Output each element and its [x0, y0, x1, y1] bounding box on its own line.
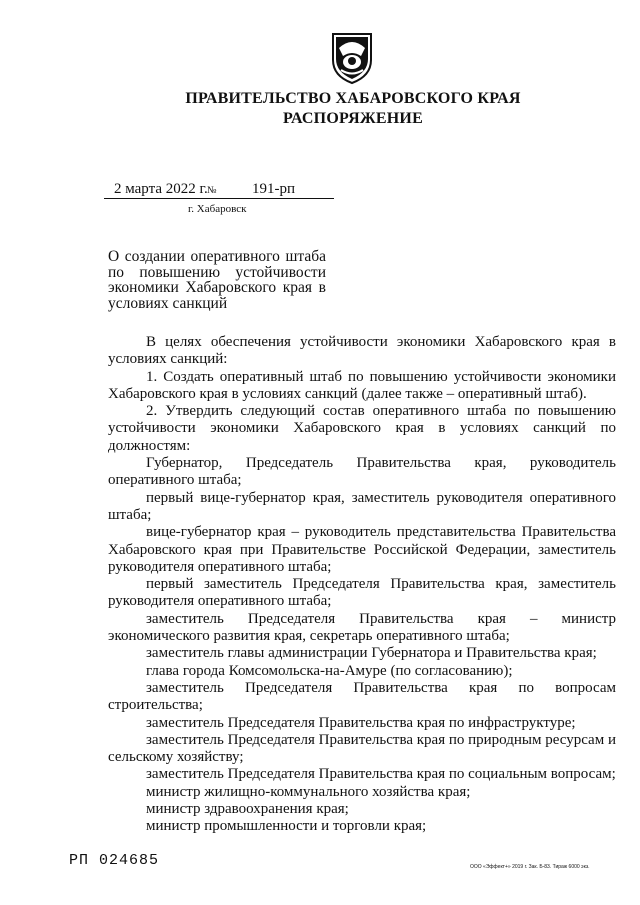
- body-paragraph: 2. Утвердить следующий состав оперативного штаба по повышению устойчивости экономики Хабаровского края в условиях санкций по должностям:: [108, 403, 616, 454]
- body-paragraph: заместитель Председателя Правительства края по социальным вопросам;: [146, 766, 616, 783]
- document-date: 2 марта 2022 г.: [114, 181, 208, 197]
- body-paragraph: заместитель Председателя Правительства края по вопросам строительства;: [108, 679, 616, 714]
- body-paragraph: вице-губернатор края – руководитель представительства Правительства Хабаровского края при Правительстве Российской Федерации, заместитель руководителя оперативного штаба;: [108, 524, 616, 575]
- document-subject: О создании оперативного штаба по повышению устойчивости экономики Хабаровского края в условиях санкций: [108, 248, 326, 312]
- body-paragraph: министр здравоохранения края;: [146, 801, 349, 818]
- form-serial-number: РП 024685: [69, 852, 160, 869]
- body-paragraph: заместитель Председателя Правительства края по природным ресурсам и сельскому хозяйству;: [108, 731, 616, 766]
- khabarovsk-coat-of-arms-icon: [331, 30, 373, 85]
- number-sign: №: [207, 185, 217, 196]
- body-paragraph: первый вице-губернатор края, заместитель руководителя оперативного штаба;: [108, 489, 616, 523]
- body-paragraph: министр промышленности и торговли края;: [146, 818, 427, 835]
- body-paragraph: заместитель Председателя Правительства края по инфраструктуре;: [146, 714, 576, 731]
- date-underline: [104, 198, 334, 199]
- document-type-title: РАСПОРЯЖЕНИЕ: [283, 110, 423, 127]
- body-paragraph: министр жилищно-коммунального хозяйства края;: [146, 783, 471, 800]
- document-number: 191-рп: [252, 181, 296, 197]
- body-paragraph: заместитель главы администрации Губернатора и Правительства края;: [146, 645, 597, 662]
- body-paragraph: 1. Создать оперативный штаб по повышению устойчивости экономики Хабаровского края в условиях санкций (далее также – оперативный штаб).: [108, 368, 616, 402]
- printer-imprint: ООО «Эффект+» 2019 г. Зак. Б-83. Тираж 6000 экз.: [470, 864, 590, 870]
- body-paragraph: В целях обеспечения устойчивости экономики Хабаровского края в условиях санкций:: [108, 334, 616, 368]
- body-paragraph: глава города Комсомольска-на-Амуре (по согласованию);: [146, 662, 513, 679]
- document-body: [108, 334, 616, 836]
- body-paragraph: заместитель Председателя Правительства края – министр экономического развития края, секретарь оперативного штаба;: [108, 610, 616, 645]
- coat-of-arms-emblem: [331, 30, 373, 85]
- document-city: г. Хабаровск: [188, 203, 247, 215]
- body-paragraph: Губернатор, Председатель Правительства края, руководитель оперативного штаба;: [108, 455, 616, 489]
- date-number-line: [104, 181, 334, 201]
- organization-title: ПРАВИТЕЛЬСТВО ХАБАРОВСКОГО КРАЯ: [185, 90, 521, 107]
- body-paragraph: первый заместитель Председателя Правительства края, заместитель руководителя оперативного штаба;: [108, 576, 616, 610]
